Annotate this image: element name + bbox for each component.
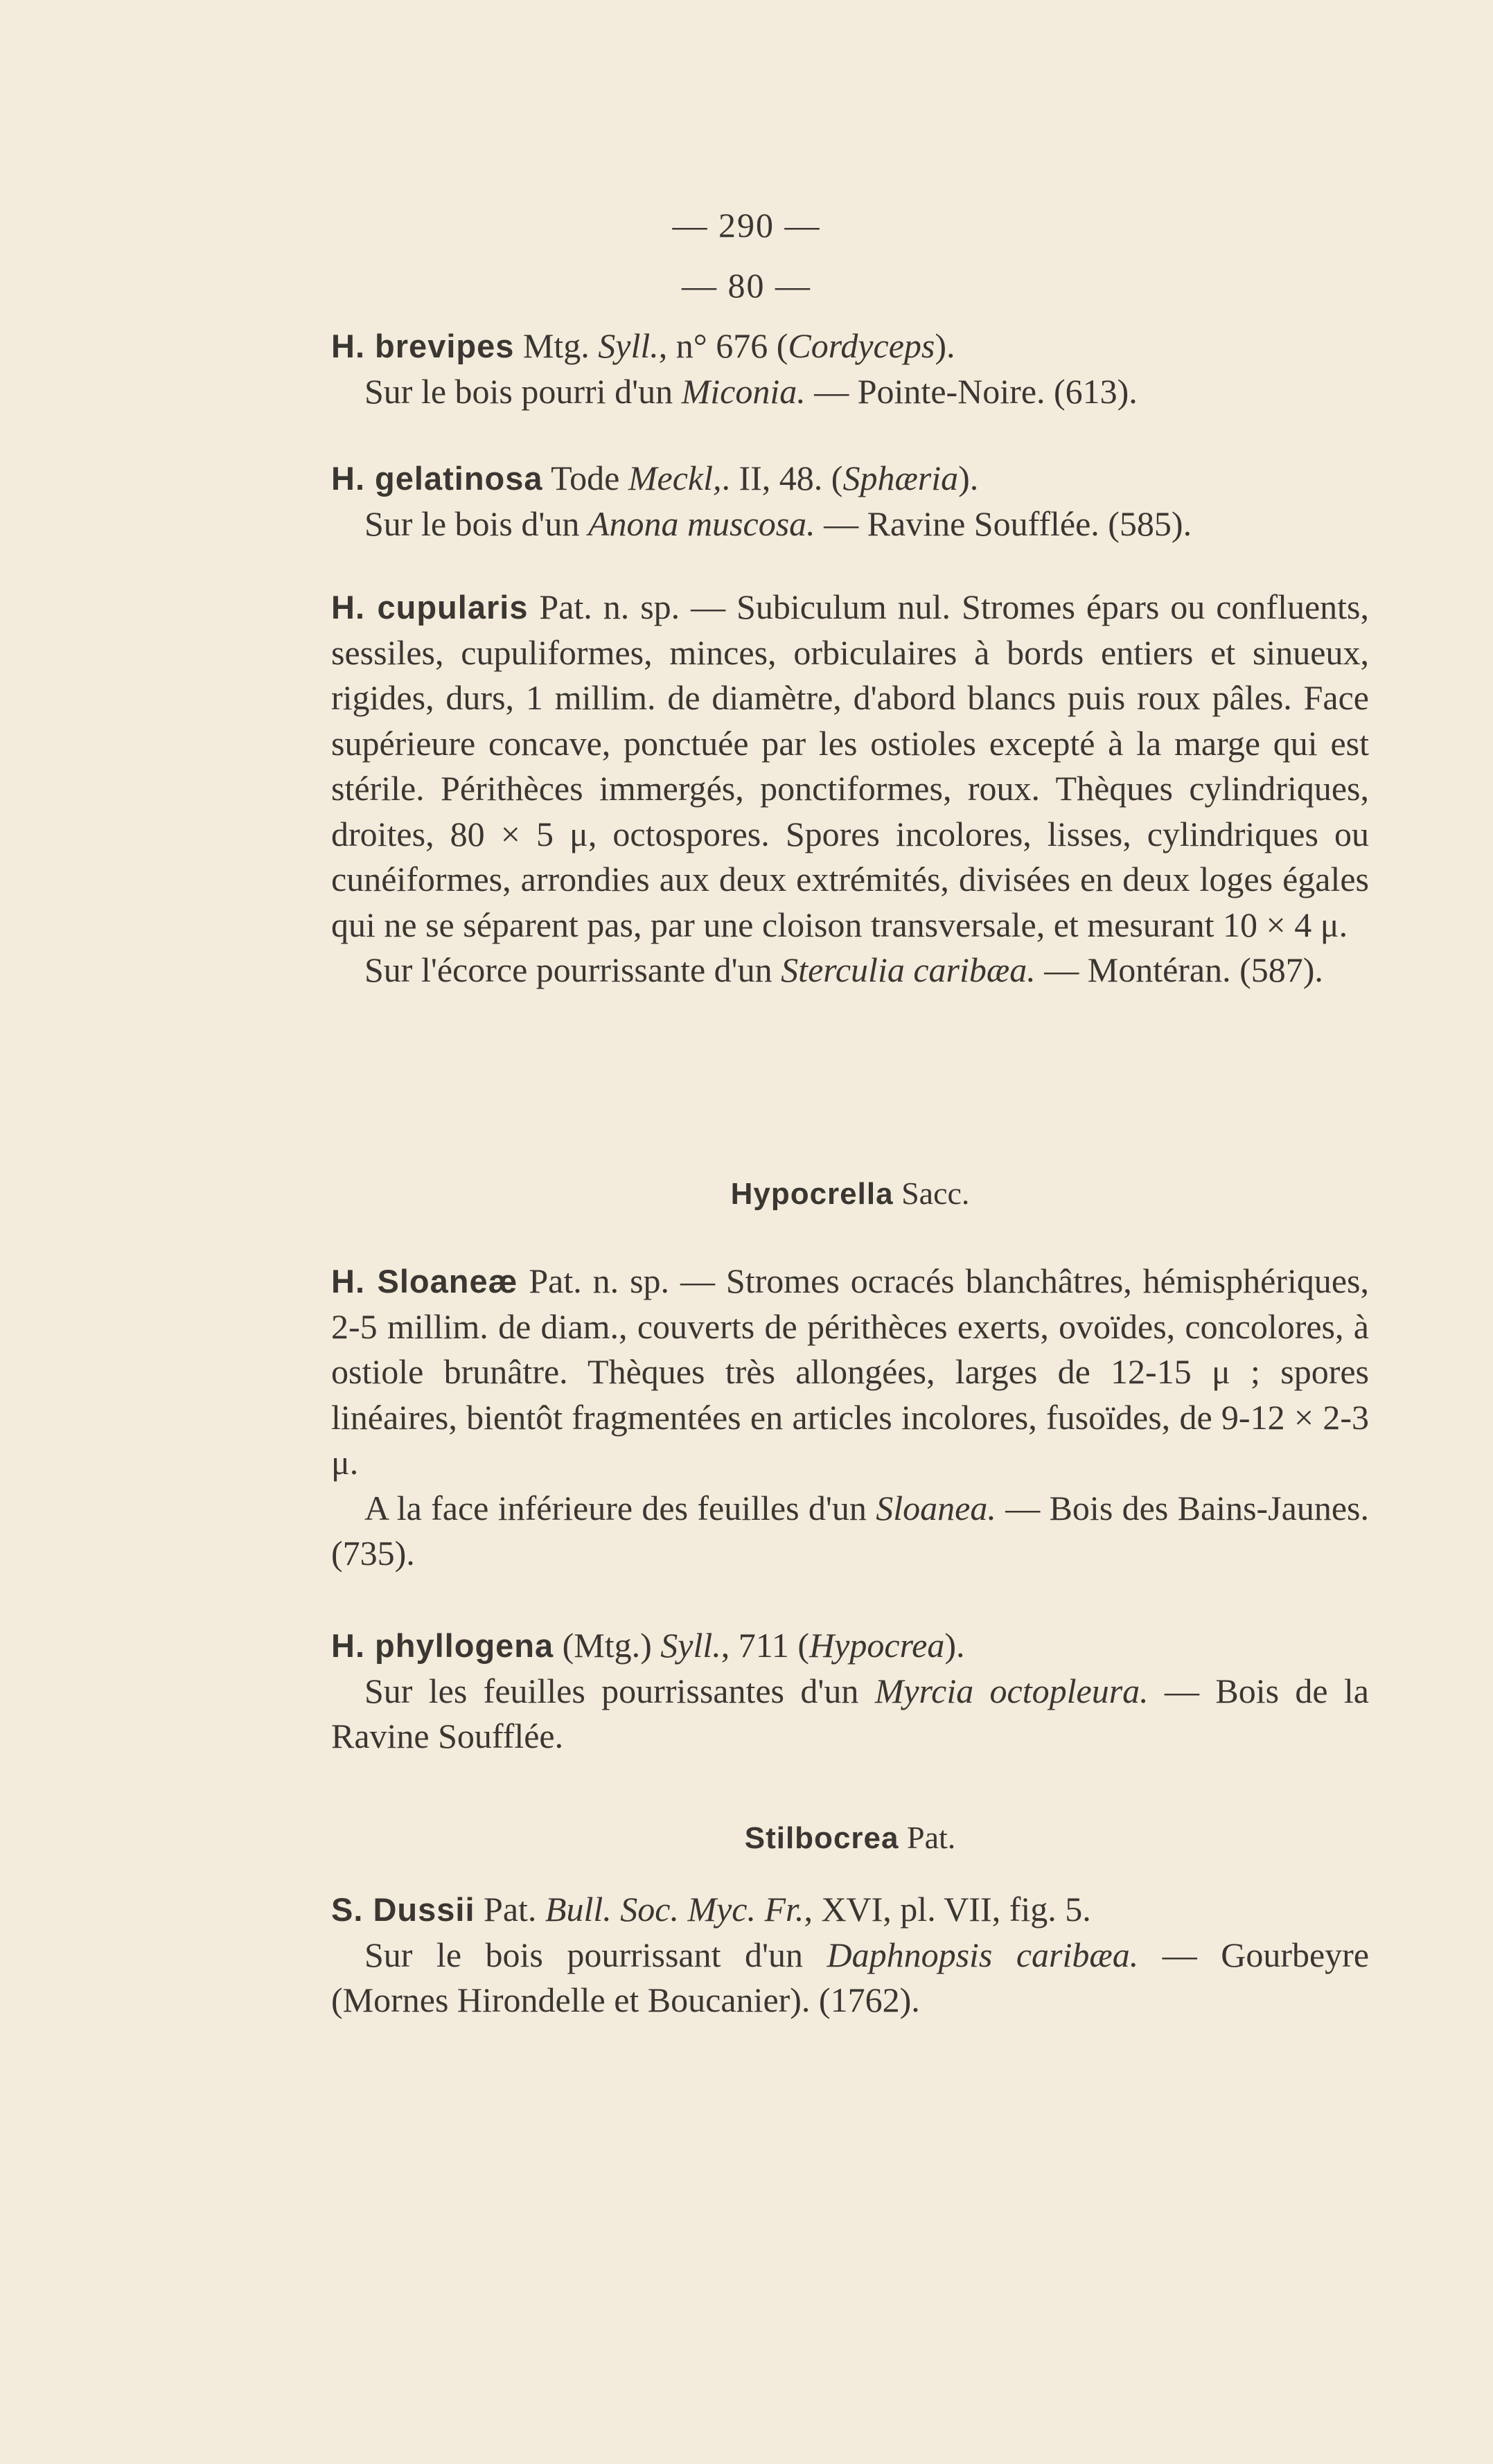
genus-name: Hypocrella: [730, 1177, 894, 1211]
host-name: Miconia.: [681, 371, 806, 411]
host-text: Sur l'écorce pourrissante d'un: [364, 950, 781, 989]
reference-title: Syll.: [598, 326, 659, 365]
description: Pat. n. sp. — Stromes ocracés blanchâtres, hémisphériques, 2-5 millim. de diam., couverts de périthèces exerts, ovoïdes, concolores, à ostiole brunâtre. Thèques très allongées, larges de 12-15 μ ; spores linéaires, bientôt fragmentées en articles incolores, fusoïdes, de 9-12 × 2-3 μ.: [331, 1261, 1369, 1482]
locality: — Bois de la Ravine Soufflée.: [331, 1671, 1369, 1755]
author: (Mtg.): [554, 1626, 661, 1665]
locality: — Gourbeyre (Mornes Hirondelle et Boucanier). (1762).: [331, 1935, 1370, 2019]
reference-detail: , 711 (: [721, 1626, 810, 1665]
reference-detail: . II, 48. (: [721, 459, 843, 497]
genus-heading-stilbocrea: [331, 1815, 1369, 1861]
host-name: Daphnopsis caribæa.: [827, 1935, 1139, 1974]
reference-genus: Cordyceps: [788, 326, 935, 365]
locality: — Montéran. (587).: [1035, 950, 1323, 989]
host-text: Sur le bois pourri d'un: [364, 371, 682, 411]
page-number: — 290 —: [672, 206, 821, 245]
reference-title: Syll.: [660, 1626, 721, 1665]
author: Tode: [542, 459, 628, 497]
genus-author: Sacc.: [893, 1176, 970, 1211]
host-text: Sur le bois d'un: [364, 504, 588, 543]
locality: — Bois des Bains-Jaunes. (735).: [331, 1488, 1369, 1572]
page-number-inner: — 80 —: [682, 266, 811, 305]
locality: — Pointe-Noire. (613).: [805, 371, 1138, 411]
genus-heading-hypocrella: [331, 1171, 1369, 1216]
genus-name: Stilbocrea: [744, 1821, 899, 1855]
host-name: Sloanea.: [876, 1488, 996, 1527]
reference-genus: Sphæria: [842, 459, 959, 497]
genus-author: Pat.: [899, 1820, 956, 1855]
entry-phyllogena: [331, 1623, 1369, 1760]
reference-close: ).: [935, 326, 955, 365]
host-text: Sur les feuilles pourrissantes d'un: [364, 1671, 875, 1710]
host-name: Anona muscosa.: [588, 504, 815, 543]
entry-dussii: [331, 1887, 1369, 2023]
reference-detail: , n° 676 (: [658, 326, 788, 365]
reference-title: Bull. Soc. Myc. Fr.: [545, 1890, 804, 1929]
entry-brevipes: [331, 323, 1369, 414]
description: Pat. n. sp. — Subiculum nul. Stromes épars ou confluents, sessiles, cupuliformes, minces, orbiculaires à bords entiers et sinueux, rigides, durs, 1 millim. de diamètre, d'abord blancs puis roux pâles. Face supérieure concave, ponctuée par les ostioles excepté à la marge qui est stérile. Périthèces immergés, ponctiformes, roux. Thèques cylindriques, droites, 80 × 5 μ, octospores. Spores incolores, lisses, cylindriques ou cunéiformes, arrondies aux deux extrémités, divisées en deux loges égales qui ne se séparent pas, par une cloison transversale, et mesurant 10 × 4 μ.: [331, 587, 1370, 944]
entry-sloaneae: [331, 1259, 1369, 1577]
entry-gelatinosa: [331, 456, 1369, 547]
host-text: A la face inférieure des feuilles d'un: [364, 1488, 876, 1527]
reference-detail: , XVI, pl. VII, fig. 5.: [804, 1890, 1091, 1929]
species-name: H. cupularis: [331, 589, 529, 626]
species-name: H. brevipes: [331, 328, 515, 364]
species-name: S. Dussii: [331, 1891, 475, 1928]
host-text: Sur le bois pourrissant d'un: [364, 1935, 827, 1974]
author: Pat.: [475, 1890, 545, 1929]
reference-close: ).: [958, 459, 979, 497]
entry-cupularis: [331, 585, 1369, 993]
reference-title: Meckl,: [628, 459, 722, 497]
species-name: H. gelatinosa: [331, 460, 543, 497]
locality: — Ravine Soufflée. (585).: [815, 504, 1192, 543]
reference-close: ).: [944, 1626, 965, 1665]
host-name: Sterculia caribæa.: [781, 950, 1036, 989]
host-name: Myrcia octopleura.: [874, 1671, 1149, 1710]
author: Mtg.: [514, 326, 599, 365]
reference-genus: Hypocrea: [809, 1626, 945, 1665]
species-name: H. phyllogena: [331, 1627, 554, 1664]
species-name: H. Sloaneæ: [331, 1263, 518, 1300]
